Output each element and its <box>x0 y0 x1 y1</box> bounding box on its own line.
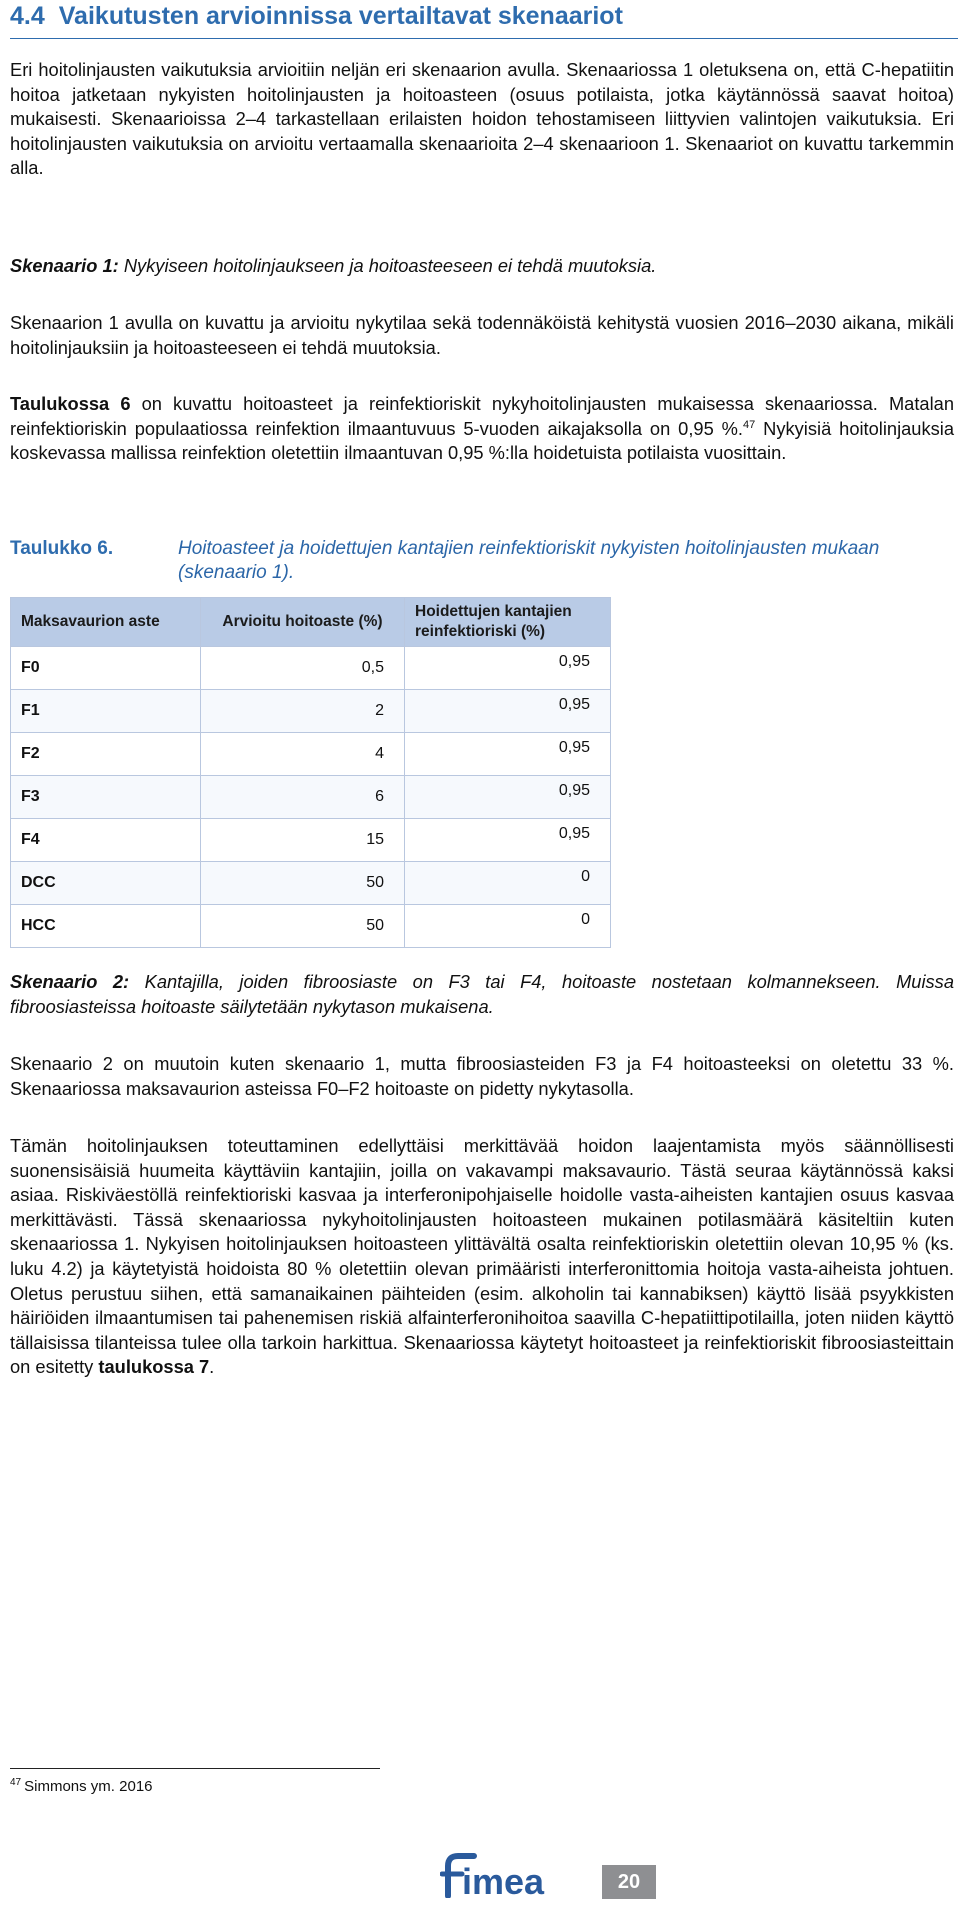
table-row <box>11 905 611 948</box>
table-header-cell: Maksavaurion aste <box>11 598 201 647</box>
svg-text:imea: imea <box>462 1861 545 1898</box>
table-row <box>11 776 611 819</box>
scenario1-text: Nykyiseen hoitolinjaukseen ja hoitoasteeseen ei tehdä muutoksia. <box>123 255 657 276</box>
table-cell: 0 <box>405 862 611 905</box>
fimea-logo <box>440 1852 556 1898</box>
section-number: 4.4 <box>10 2 45 30</box>
table-caption-label: Taulukko 6. <box>10 538 114 559</box>
table-cell: 0,95 <box>405 819 611 862</box>
scenario2-text: Kantajilla, joiden fibroosiaste on F3 tai F4, hoitoaste nostetaan kolmannekseen. Muissa fibroosiasteissa hoitoaste säilytetään nykytason mukaisena. <box>10 971 954 1017</box>
footnote-number: 47 <box>10 1777 22 1788</box>
footnote-marker: 47 <box>743 418 756 431</box>
scenario1-heading <box>10 254 954 279</box>
scenario2-description: Skenaario 2 on muutoin kuten skenaario 1, mutta fibroosiasteiden F3 ja F4 hoitoasteeksi on oletettu 33 %. Skenaariossa maksavaurion asteissa F0–F2 hoitoaste on pidetty nykytasolla. <box>10 1053 954 1099</box>
section-title: Vaikutusten arvioinnissa vertailtavat skenaariot <box>58 2 623 30</box>
table7-reference: taulukossa 7 <box>98 1356 210 1378</box>
table-cell: F2 <box>11 733 201 776</box>
table-cell: 0,95 <box>405 647 611 690</box>
table-reference-bold: Taulukossa 6 <box>10 393 131 414</box>
table-cell: DCC <box>11 862 201 905</box>
scenario2-label: Skenaario 2: <box>10 971 130 992</box>
table-cell: F0 <box>11 647 201 690</box>
footnote-separator <box>10 1768 380 1769</box>
table-cell: 50 <box>201 862 405 905</box>
table-cell: 0,95 <box>405 690 611 733</box>
table-cell: 2 <box>201 690 405 733</box>
table-cell: 6 <box>201 776 405 819</box>
scenario1-description: Skenaarion 1 avulla on kuvattu ja arvioitu nykytilaa sekä todennäköistä kehitystä vuosien 2016–2030 aikana, mikäli hoitolinjauksiin ja hoitoasteeseen ei tehdä muutoksia. <box>10 312 954 358</box>
table-cell: 50 <box>201 905 405 948</box>
table-cell: F1 <box>11 690 201 733</box>
treatment-rate-table <box>10 597 611 948</box>
footnote <box>10 1778 153 1795</box>
table-cell: F3 <box>11 776 201 819</box>
heading-rule <box>10 38 958 39</box>
table-row <box>11 862 611 905</box>
section-heading <box>10 2 623 31</box>
scenario2-detail-paragraph <box>10 1134 954 1380</box>
table-row <box>11 690 611 733</box>
scenario2-detail-end: . <box>209 1356 215 1378</box>
table-reference-text: on kuvattu hoitoasteet ja reinfektioriskit nykyhoitolinjausten mukaisessa skenaariossa. Matalan reinfektioriskin populaatiossa reinfektion ilmaantuvuus 5-vuoden aikajaksolla on 0,95 %. <box>10 393 954 439</box>
table-cell: 0 <box>405 905 611 948</box>
table-header-cell: Arvioitu hoitoaste (%) <box>201 598 405 647</box>
scenario2-detail-text: Tämän hoitolinjauksen toteuttaminen edellyttäisi merkittävää hoidon laajentamista myös säännöllisesti suonensisäisiä huumeita käyttäviin kantajiin, joilla on vakavampi maksavaurio. Tästä seuraa käytännössä kaksi asiaa. Riskiväestöllä reinfektioriski kasvaa ja interferonipohjaiselle hoidolle vasta-aiheisten kantajien osuus kasvaa merkittävästi. Tässä skenaariossa nykyhoitolinjausten hoitoasteen mukainen potilasmäärä käsiteltiin kuten skenaariossa 1. Nykyisen hoitolinjauksen hoitoasteen ylittävältä osalta reinfektioriskin oletettiin olevan 10,95 % (ks. luku 4.2) ja käytetyistä hoidoista 80 % oletettiin olevan primääristi interferonittomia hoitoja vasta-aiheista johtuen. Oletus perustuu siihen, että samanaikainen päihteiden (esim. alkoholin tai kannabiksen) käyttö lisää psyykkisten häiriöiden ilmaantumisen tai pahenemisen riskiä alfainterferonihoitoa saavilla C-hepatiittipotilailla, joten niiden käyttö tällaisissa tilanteissa tulee olla tarkoin harkittua. Skenaariossa käytetyt hoitoasteet ja reinfektioriskit fibroosiasteittain on esitetty <box>10 1135 954 1378</box>
table-cell: 0,95 <box>405 733 611 776</box>
table-row <box>11 819 611 862</box>
footnote-text: Simmons ym. 2016 <box>24 1778 153 1795</box>
table-header-row <box>11 598 611 647</box>
table-cell: F4 <box>11 819 201 862</box>
table-row <box>11 647 611 690</box>
table-caption-text: Hoitoasteet ja hoidettujen kantajien reinfektioriskit nykyisten hoitolinjausten mukaan (skenaario 1). <box>178 538 880 583</box>
table-cell: 15 <box>201 819 405 862</box>
table-cell: HCC <box>11 905 201 948</box>
table-cell: 4 <box>201 733 405 776</box>
table-reference-paragraph <box>10 392 954 466</box>
table-reference-text-2: Nykyisiä hoitolinjauksia koskevassa mallissa reinfektion oletettiin ilmaantuvan 0,95 %:lla hoidetuista potilaista vuosittain. <box>10 417 954 464</box>
table-header-cell: Hoidettujen kantajien reinfektioriski (%) <box>405 598 611 647</box>
scenario2-heading <box>10 970 954 1019</box>
table-cell: 0,95 <box>405 776 611 819</box>
table-row <box>11 733 611 776</box>
scenario1-label: Skenaario 1: <box>10 255 119 276</box>
intro-paragraph: Eri hoitolinjausten vaikutuksia arvioitiin neljän eri skenaarion avulla. Skenaariossa 1 oletuksena on, että C-hepatiitin hoitoa jatketaan nykyisten hoitolinjausten ja hoitoasteen (osuus potilaista, jotka käytännössä saavat hoitoa) mukaisesti. Skenaarioissa 2–4 tarkastellaan erilaisten hoidon tehostamiseen liittyvien valintojen vaikutuksia. Eri hoitolinjausten vaikutuksia on arvioitu vertaamalla skenaarioita 2–4 skenaarioon 1. Skenaariot on kuvattu tarkemmin alla. <box>10 59 954 179</box>
table-cell: 0,5 <box>201 647 405 690</box>
page-number: 20 <box>602 1865 656 1899</box>
